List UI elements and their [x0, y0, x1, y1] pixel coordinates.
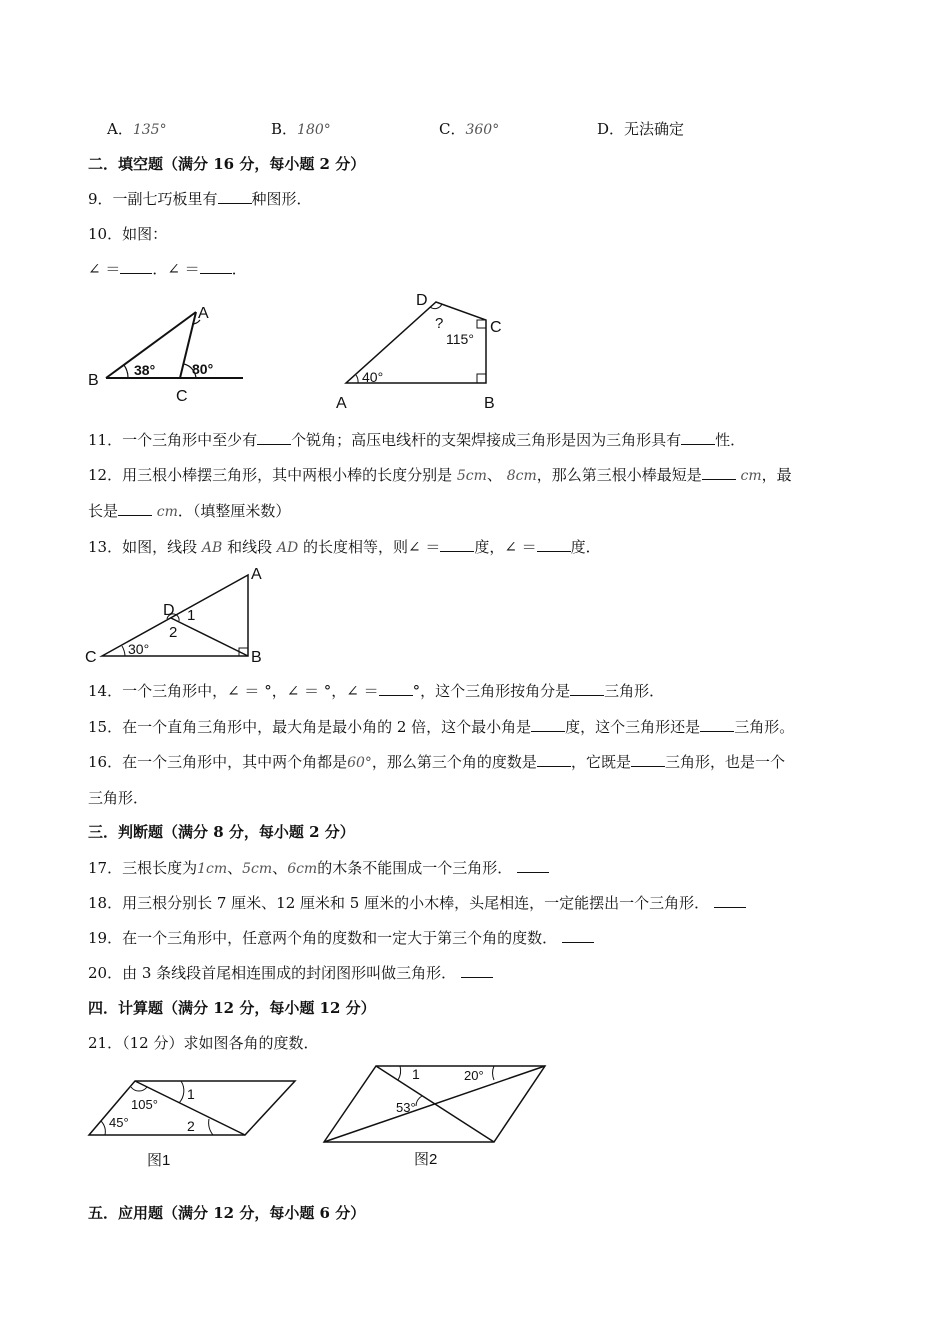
label-d: D	[416, 292, 428, 309]
angle-label-1: 1	[412, 1066, 420, 1082]
question-16-line2: 三角形．	[88, 789, 149, 807]
angle-label-1: 1	[187, 607, 196, 624]
caption-fig2: 图2	[414, 1151, 438, 1168]
angle-label-2: 2	[169, 624, 178, 641]
angle-115: 115°	[446, 331, 474, 347]
question-18: 18．用三根分别长 7 厘米、12 厘米和 5 厘米的小木棒，头尾相连，一定能摆出一个三角形．	[88, 893, 746, 913]
question-17: 17．三根长度为1cm、5cm、6cm的木条不能围成一个三角形．	[88, 858, 549, 879]
question-21-title: 21．（12 分）求如图各角的度数．	[88, 1034, 319, 1052]
caption-fig1: 图1	[147, 1152, 171, 1169]
question-16-line1: 16．在一个三角形中，其中两个角都是60°，那么第三个角的度数是 ，它既是 三角形，也是一个	[88, 753, 785, 771]
angle-40: 40°	[362, 369, 384, 385]
angle-53: 53°	[396, 1100, 416, 1115]
label-d: D	[163, 602, 175, 619]
question-15: 15．在一个直角三角形中，最大角是最小角的 2 倍，这个最小角是 度，这个三角形还是 三角形。	[88, 718, 795, 736]
label-a: A	[198, 305, 209, 322]
label-a: A	[251, 566, 262, 583]
question-12-line2: 长是 cm．（填整厘米数）	[88, 502, 291, 520]
label-b: B	[251, 649, 262, 666]
question-19: 19．在一个三角形中，任意两个角的度数和一定大于第三个角的度数．	[88, 928, 594, 948]
angle-label-2: 2	[187, 1118, 195, 1134]
question-11: 11．一个三角形中至少有 个锐角；高压电线杆的支架焊接成三角形是因为三角形具有 性．	[88, 431, 746, 449]
option-a: A．135°	[107, 120, 167, 138]
section-heading-calc: 四．计算题（满分 12 分，每小题 12 分）	[88, 999, 376, 1017]
angle-105: 105°	[131, 1097, 158, 1112]
label-b: B	[484, 395, 495, 412]
figure-10-quadrilateral	[332, 290, 512, 415]
angle-20: 20°	[464, 1068, 484, 1083]
angle-80: 80°	[192, 361, 214, 377]
question-13: 13．如图，线段 AB 和线段 AD 的长度相等，则∠ ＝ 度，∠ ＝ 度．	[88, 538, 601, 556]
section-heading-application: 五．应用题（满分 12 分，每小题 6 分）	[88, 1204, 366, 1222]
option-c: C．360°	[439, 120, 500, 138]
question-10-title: 10．如图：	[88, 225, 168, 243]
label-c: C	[85, 649, 97, 666]
angle-label-1: 1	[187, 1086, 195, 1102]
question-14: 14．一个三角形中，∠ ＝ °，∠ ＝ °，∠ ＝ °，这个三角形按角分是 三角形．	[88, 682, 665, 700]
figure-21-2	[318, 1060, 550, 1185]
label-a: A	[336, 395, 347, 412]
option-d: D．无法确定	[597, 120, 685, 138]
figure-21-1	[85, 1075, 300, 1175]
question-9: 9．一副七巧板里有 种图形．	[88, 190, 312, 208]
figure-10-triangle	[88, 300, 248, 410]
label-c: C	[176, 388, 188, 405]
angle-45: 45°	[109, 1115, 129, 1130]
angle-30: 30°	[128, 641, 150, 657]
question-10-angles: ∠ ＝ ．∠ ＝ ．	[88, 260, 247, 278]
section-heading-judge: 三．判断题（满分 8 分，每小题 2 分）	[88, 823, 355, 841]
option-b: B．180°	[271, 120, 331, 138]
figure-13-triangle	[85, 563, 275, 668]
section-heading-fill: 二．填空题（满分 16 分，每小题 2 分）	[88, 155, 366, 173]
angle-38: 38°	[134, 362, 156, 378]
label-c: C	[490, 319, 502, 336]
question-20: 20．由 3 条线段首尾相连围成的封闭图形叫做三角形．	[88, 963, 493, 983]
question-12-line1: 12．用三根小棒摆三角形，其中两根小棒的长度分别是 5cm、 8cm，那么第三根小棒最短是 cm，最	[88, 466, 792, 484]
label-b: B	[88, 372, 99, 389]
label-question: ?	[435, 315, 444, 332]
